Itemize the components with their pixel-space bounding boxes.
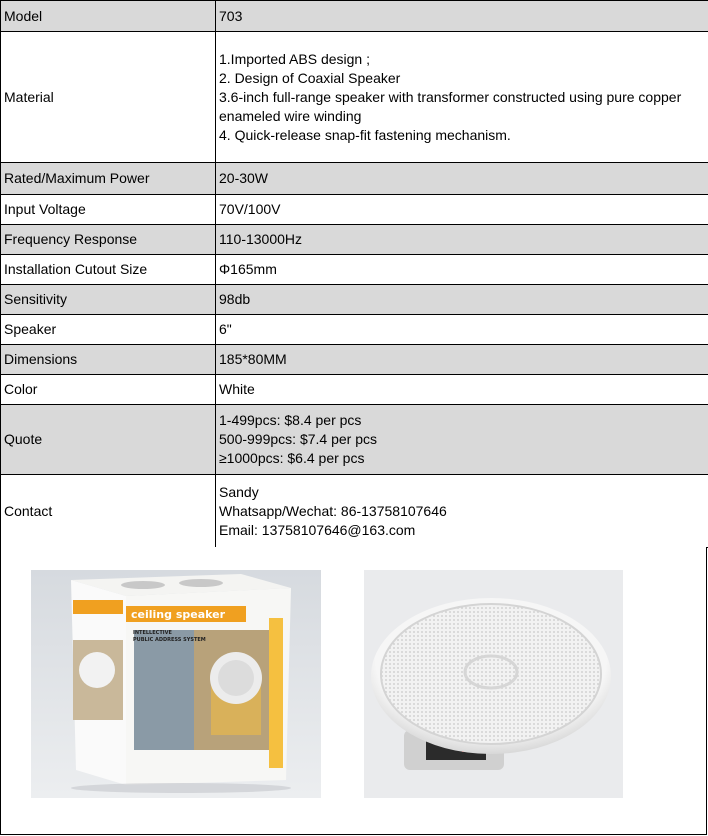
row-color: [1, 375, 708, 405]
row-value: [216, 195, 708, 225]
row-dimensions: [1, 345, 708, 375]
row-value: [216, 225, 708, 255]
row-voltage: [1, 195, 708, 225]
row-label: Frequency Response: [1, 225, 216, 255]
row-label: Input Voltage: [1, 195, 216, 225]
row-value: [216, 405, 708, 475]
value-line: White: [219, 381, 255, 397]
row-quote: [1, 405, 708, 475]
value-line: 6": [219, 321, 232, 337]
value-line: 70V/100V: [219, 201, 281, 217]
row-value: [216, 255, 708, 285]
value-line: 2. Design of Coaxial Speaker: [219, 69, 401, 86]
row-label: Color: [1, 375, 216, 405]
value-line: ≥1000pcs: $6.4 per pcs: [219, 450, 365, 466]
product-photos: [0, 547, 707, 835]
row-contact: [1, 475, 708, 548]
row-label: Contact: [1, 475, 216, 548]
row-speaker: [1, 315, 708, 345]
box-line1-text: INTELLECTIVE: [133, 630, 172, 636]
value-line: 500-999pcs: $7.4 per pcs: [219, 431, 377, 447]
value-line: Φ165mm: [219, 261, 277, 277]
row-model: [1, 1, 708, 32]
row-frequency: [1, 225, 708, 255]
row-label: Quote: [1, 405, 216, 475]
row-value: [216, 163, 708, 195]
row-value: [216, 315, 708, 345]
row-value: [216, 32, 708, 163]
row-label: Rated/Maximum Power: [1, 163, 216, 195]
box-line2-text: PUBLIC ADDRESS SYSTEM: [133, 637, 206, 643]
row-label: Installation Cutout Size: [1, 255, 216, 285]
row-label: Sensitivity: [1, 285, 216, 315]
value-line: 1-499pcs: $8.4 per pcs: [219, 412, 362, 428]
value-line: 110-13000Hz: [219, 231, 303, 247]
row-value: [216, 1, 708, 32]
box-brand-text: ceiling speaker: [131, 608, 226, 621]
row-value: [216, 285, 708, 315]
value-line: Sandy: [219, 483, 259, 500]
value-line: Whatsapp/Wechat: 86-13758107646: [219, 502, 447, 519]
value-line: 1.Imported ABS design ;: [219, 50, 370, 67]
row-sensitivity: [1, 285, 708, 315]
row-value: [216, 345, 708, 375]
row-material: [1, 32, 708, 163]
value-line: 98db: [219, 291, 251, 307]
value-line: 185*80MM: [219, 351, 287, 367]
value-line: Email: 13758107646@163.com: [219, 521, 416, 538]
row-value: [216, 475, 708, 548]
value-line: 20-30W: [219, 170, 269, 186]
value-line: 703: [219, 7, 243, 24]
row-cutout: [1, 255, 708, 285]
packaging-box-photo: [31, 570, 321, 798]
row-label: Material: [1, 32, 216, 163]
row-value: [216, 375, 708, 405]
ceiling-speaker-photo: [364, 570, 623, 798]
row-label: Dimensions: [1, 345, 216, 375]
value-line: 4. Quick-release snap-fit fastening mechanism.: [219, 126, 511, 143]
row-label: Model: [1, 1, 216, 32]
row-label: Speaker: [1, 315, 216, 345]
row-power: [1, 163, 708, 195]
value-line: 3.6-inch full-range speaker with transformer constructed using pure copper enameled wire winding: [219, 88, 682, 124]
